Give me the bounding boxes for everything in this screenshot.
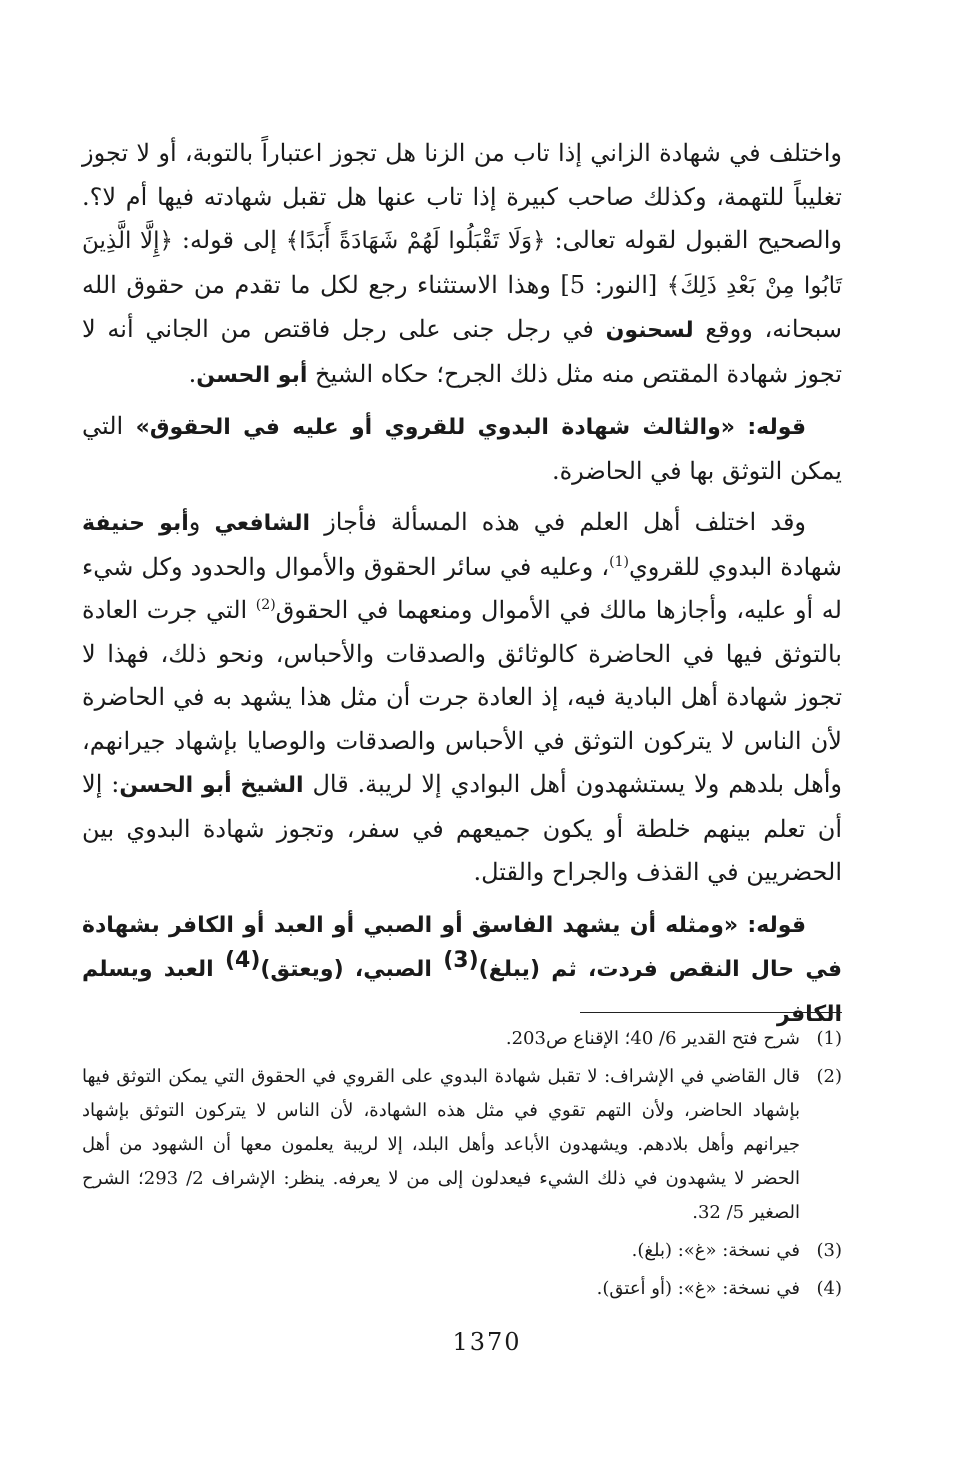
- quran-verse-1: ﴿وَلَا تَقْبَلُوا لَهُمْ شَهَادَةً أَبَدًا﴾: [285, 228, 546, 254]
- footnote-ref-2[interactable]: (2): [255, 597, 276, 613]
- p1-text-1: واختلف في شهادة الزاني إذا تاب من الزنا هل تجوز اعتباراً بالتوبة، أو لا تجوز تغليباً للتهمة، وكذلك صاحب كبيرة إذا تاب عنها هل تقبل شهادته فيها أم لا؟. والصحيح القبول لقوله تعالى:: [82, 139, 842, 254]
- footnote-text: في نسخة: «غ»: (بلغ).: [631, 1240, 800, 1261]
- name-sahnun: لسحنون: [605, 318, 694, 343]
- footnote-2: [82, 1060, 842, 1230]
- name-shaykh-abu-alhasan: الشيخ أبو الحسن: [119, 773, 304, 798]
- qawl-heading-2c: العبد ويسلم الكافر: [82, 957, 842, 1027]
- footnote-3: [82, 1234, 842, 1268]
- name-abu-alhasan: أبو الحسن: [196, 362, 308, 388]
- footnote-separator: [580, 1012, 842, 1013]
- qawl-heading-1: قوله: «والثالث شهادة البدوي للقروي أو عليه في الحقوق»: [135, 415, 806, 440]
- p3-text-6: : إلا أن تعلم بينهم خلطة أو يكون جميعهم في سفر، وتجوز شهادة البدوي بين الحضريين في القذف والجراح والقتل.: [82, 770, 842, 886]
- paragraph-4: [82, 903, 842, 1037]
- footnote-1: [82, 1022, 842, 1056]
- footnotes: [82, 1022, 842, 1310]
- paragraph-2: [82, 405, 842, 493]
- name-abu-hanifa: أبو حنيفة: [82, 511, 189, 536]
- footnote-ref-4[interactable]: (4): [224, 948, 261, 973]
- p3-text-5: التي جرت العادة بالتوثق فيها في الحاضرة كالوثائق والصدقات والأحباس، ونحو ذلك، فهذا لا تجوز شهادة أهل البادية فيه، إذ العادة جرت أن مثل هذا يشهد به في الحاضرة لأن الناس لا يتركون التوثق في الأحباس والصدقات والوصايا بإشهاد جيرانهم، وأهل بلدهم ولا يستشهدون أهل البوادي إلا لريبة. قال: [82, 596, 843, 798]
- p3-text-1: وقد اختلف أهل العلم في هذه المسألة فأجاز: [310, 508, 807, 536]
- p1-text-3: [النور: 5] وهذا الاستثناء رجع لكل ما تقدم من حقوق الله سبحانه، ووقع: [82, 270, 842, 343]
- paragraph-1: [82, 132, 842, 397]
- p1-text-2: إلى قوله:: [172, 226, 286, 254]
- p3-text-4: ، وعليه في سائر الحقوق والأموال والحدود وكل شيء له أو عليه، وأجازها مالك في الأموال ومنعهما في الحقوق: [82, 552, 842, 624]
- footnote-number: (1): [816, 1028, 842, 1049]
- footnote-text: في نسخة: «غ»: (أو أعتق).: [596, 1278, 800, 1299]
- quran-verse-2: ﴿إِلَّا الَّذِينَ تَابُوا مِنْ بَعْدِ ذَلِكَ﴾: [82, 228, 843, 299]
- p3-text-2: و: [188, 508, 215, 536]
- footnote-number: (4): [816, 1278, 842, 1299]
- footnote-ref-1[interactable]: (1): [609, 553, 629, 570]
- footnote-text: شرح فتح القدير 6/ 40؛ الإقناع ص203.: [505, 1028, 800, 1049]
- p1-text-5: .: [188, 359, 197, 388]
- p2-text-1: التي يمكن التوثق بها في الحاضرة.: [82, 412, 842, 485]
- paragraph-3: [82, 501, 842, 895]
- main-text: [82, 132, 842, 1044]
- footnote-number: (2): [816, 1066, 842, 1087]
- p3-text-3: شهادة البدوي للقروي: [629, 552, 842, 581]
- qawl-heading-2b: الصبي، (ويعتق): [260, 957, 444, 982]
- page-number: 1370: [452, 1328, 522, 1356]
- name-shafii: الشافعي: [214, 511, 311, 536]
- p1-text-4: في رجل جنى على رجل فاقتص من الجاني أنه لا تجوز شهادة المقتص منه مثل ذلك الجرح؛ حكاه الشيخ: [82, 315, 842, 388]
- qawl-heading-2a: قوله: «ومثله أن يشهد الفاسق أو الصبي أو العبد أو الكافر بشهادة في حال النقص فردت، ثم (يبلغ): [82, 912, 843, 982]
- footnote-text: قال القاضي في الإشراف: لا تقبل شهادة البدوي على القروي في الحقوق التي يمكن التوثق فيها بإشهاد الحاضر، ولأن التهم تقوي في مثل هذه الشهادة، لأن الناس لا يتركون التوثق بإشهاد جيرانهم وأهل بلادهم. ويشهدون الأباعد وأهل البلد، إلا لريبة يعلمون معها أن الشهود من أهل الحضر لا يشهدون في ذلك الشيء فيعدلون إلى من لا يعرفه. ينظر: الإشراف 2/ 293؛ الشرح الصغير 5/ 32.: [82, 1066, 800, 1223]
- footnote-4: [82, 1272, 842, 1306]
- footnote-ref-3[interactable]: (3): [443, 948, 479, 973]
- footnote-number: (3): [816, 1240, 842, 1261]
